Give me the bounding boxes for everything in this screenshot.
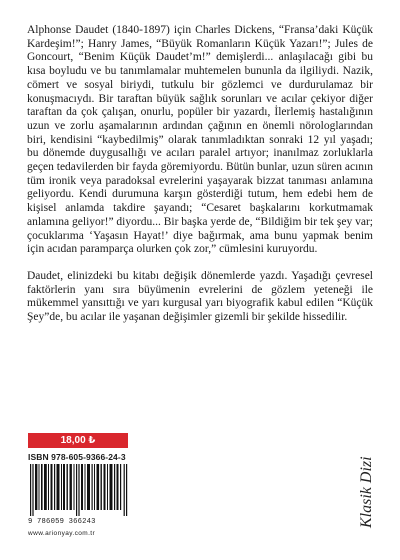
price-label: 18,00 ₺ bbox=[28, 433, 128, 448]
barcode-image bbox=[30, 464, 128, 516]
isbn-number: ISBN 978-605-9366-24-3 bbox=[28, 452, 126, 462]
publisher-website: www.arionyay.com.tr bbox=[28, 530, 96, 537]
barcode-digits: 9 786059 366243 bbox=[28, 518, 96, 526]
blurb-paragraph-2: Daudet, elinizdeki bu kitabı değişik dönemlerde yazdı. Yaşadığı çevresel faktörlerin yanı sıra büyümenin evrelerini de gözlem yeteneği ile mükemmel yansıttığı ve yarı kurgusal yarı biyografik kabul edilen “Küçük Şey”de, bu acılar ile yaşanan değişimler gizemli bir şekilde hissedilir. bbox=[27, 269, 373, 324]
series-title: Klasik Dizi bbox=[358, 456, 375, 528]
back-cover-text bbox=[27, 24, 373, 338]
blurb-paragraph-1: Alphonse Daudet (1840-1897) için Charles Dickens, “Fransa’daki Küçük Kardeşim!”; Hanry James, “Büyük Romanların Küçük Yazarı!”; Jules de Goncourt, “Benim Küçük Daudet’m!” demişlerdi... anlaşılacağı gibi bu kısa boyludu ve bu tanımlamalar muhtemelen bununla da ilgiliydi. Nazik, cömert ve sosyal biriydi, tutkulu bir gözlemci ve durdurulamaz bir konuşmacıydı. Bir taraftan büyük sağlık sorunları ve acılar çekiyor diğer taraftan da çok çalışan, onurlu, popüler bir yazardı, İlerlemiş hastalığının uzun ve zorlu aşamalarının ardından çağının en önemli nörologlarından biri, kendisini “kaybedilmiş” olarak tanımladıktan sonraki 12 yıl yaşadı; bu dönemde duygusallığı ve acıları paralel artıyor; inanılmaz zorluklarla geçen tedavilerden bir fayda göremiyordu. Bütün bunlar, uzun süren acının tüm ironik veya paradoksal evrelerini yaşayarak bizzat tanıması anlamına geliyordu. Kendi durumuna karşın gösterdiği tutum, hem edebi hem de kişisel anlamda takdire şayandı; “Cesaret başkalarını korkutmamak anlamına geliyor!” diyordu... Bir başka yerde de, “Bildiğim bir tek şey var; çocuklarıma ‘Yaşasın Hayat!’ diye bağırmak, ama bunu yapmak benim için acıdan paramparça olurken çok zor,” cümlesini kuruyordu. bbox=[27, 24, 373, 256]
